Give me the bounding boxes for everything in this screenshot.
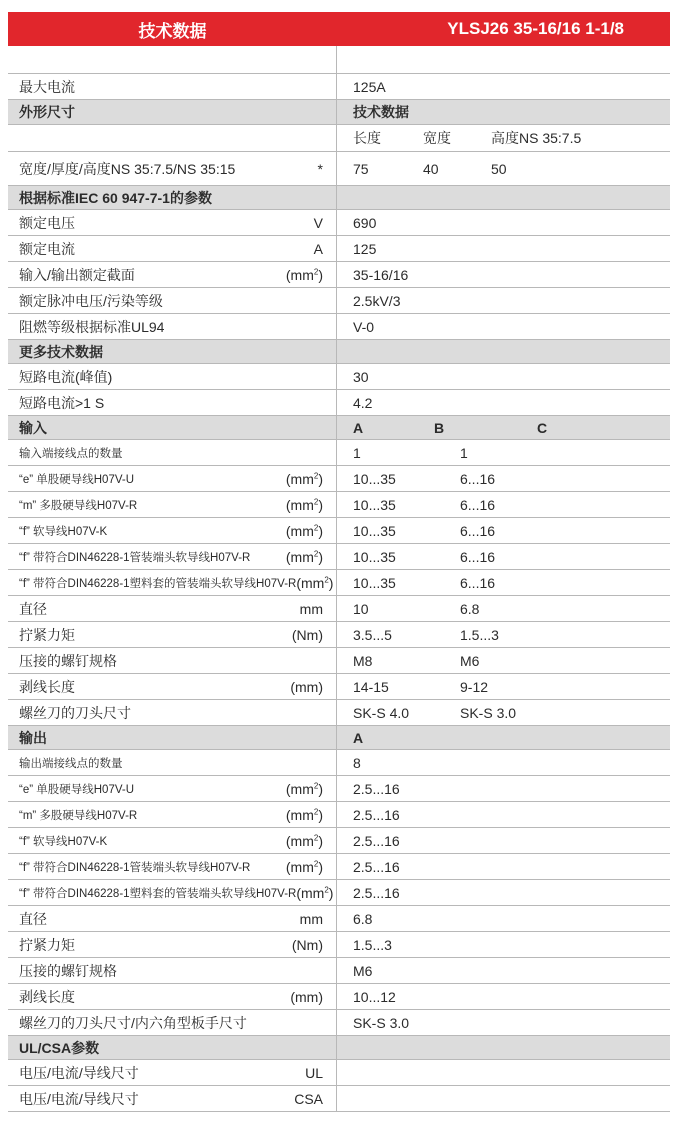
row-value-cell (337, 288, 670, 313)
section-header-row (8, 416, 670, 440)
header-title: 技术数据 (138, 21, 207, 41)
row-label-cell (8, 802, 337, 827)
param-label: 输入/输出额定截面 (19, 266, 135, 283)
param-label: 压接的螺钉规格 (19, 652, 117, 669)
section-title: UL/CSA参数 (19, 1039, 100, 1056)
row-value-cell (337, 906, 670, 931)
param-value: 1.5...3 (460, 626, 499, 643)
param-label: 短路电流(峰值) (19, 368, 113, 385)
param-value: V-0 (353, 318, 375, 335)
row-label-cell (8, 1036, 337, 1059)
row-label-cell (8, 984, 337, 1009)
table-row (8, 152, 670, 186)
param-value: C (537, 419, 548, 436)
section-header-row (8, 726, 670, 750)
param-value: B (434, 419, 445, 436)
table-row (8, 288, 670, 314)
param-value: 40 (423, 160, 439, 177)
param-value: 4.2 (353, 394, 373, 411)
param-label: 剥线长度 (19, 678, 75, 695)
table-row (8, 518, 670, 544)
table-header (8, 12, 670, 46)
row-label-cell (8, 314, 337, 339)
row-value-cell (337, 596, 670, 621)
row-value-cell (337, 440, 670, 465)
row-value-cell (337, 314, 670, 339)
row-value-cell (337, 700, 670, 725)
row-value-cell (337, 152, 670, 185)
param-value: A (353, 419, 364, 436)
param-value: 10...35 (353, 470, 396, 487)
param-unit: $(mm^2)$ (285, 470, 323, 487)
section-title: 输入 (19, 419, 47, 436)
row-value-cell (337, 544, 670, 569)
param-value: 6...16 (460, 470, 496, 487)
row-value-cell (337, 262, 670, 287)
param-value: 35-16/16 (353, 266, 409, 283)
row-value-cell (337, 1060, 670, 1085)
row-label-cell (8, 46, 337, 73)
table-row (8, 210, 670, 236)
table-row (8, 750, 670, 776)
param-label: 直径 (19, 600, 47, 617)
section-header-row (8, 100, 670, 125)
param-label: “e” 单股硬导线H07V-U (19, 783, 135, 796)
param-unit: (Nm) (291, 936, 323, 953)
row-value-cell (337, 958, 670, 983)
row-value-cell (337, 570, 670, 595)
param-label: 螺丝刀的刀头尺寸 (19, 704, 131, 721)
param-value: A (353, 729, 364, 746)
table-row (8, 1060, 670, 1086)
param-label: “m” 多股硬导线H07V-R (19, 499, 138, 512)
table-row (8, 262, 670, 288)
param-unit: $(mm^2)$ (285, 806, 323, 823)
row-label-cell (8, 236, 337, 261)
param-value: 技术数据 (353, 104, 409, 120)
param-value: 6.8 (353, 910, 373, 927)
row-value-cell (337, 518, 670, 543)
param-value: 2.5...16 (353, 884, 400, 901)
param-label: 输入端接线点的数量 (19, 447, 123, 460)
table-row (8, 1086, 670, 1112)
param-value: SK-S 4.0 (353, 704, 410, 721)
param-value: 690 (353, 214, 377, 231)
param-label: 拧紧力矩 (19, 936, 75, 953)
row-value-cell (337, 750, 670, 775)
param-value: 10...12 (353, 988, 396, 1005)
table-row (8, 880, 670, 906)
row-value-cell (337, 1010, 670, 1035)
row-label-cell (8, 262, 337, 287)
row-label-cell (8, 340, 337, 363)
param-label: 剥线长度 (19, 988, 75, 1005)
param-unit: A (313, 240, 323, 257)
param-label: 短路电流>1 S (19, 394, 105, 411)
param-unit: $(mm^2)$ (285, 548, 323, 565)
row-label-cell (8, 880, 337, 905)
table-row (8, 854, 670, 880)
row-label-cell (8, 466, 337, 491)
param-value: 2.5...16 (353, 858, 400, 875)
row-label-cell (8, 570, 337, 595)
row-label-cell (8, 674, 337, 699)
table-row (8, 958, 670, 984)
row-label-cell (8, 210, 337, 235)
row-label-cell (8, 186, 337, 209)
row-label-cell (8, 288, 337, 313)
param-label: “f” 带符合DIN46228-1管装端头软导线H07V-R (19, 861, 251, 874)
row-value-cell (337, 390, 670, 415)
section-header-row (8, 186, 670, 210)
row-label-cell (8, 152, 337, 185)
row-value-cell (337, 416, 670, 439)
param-label: 压接的螺钉规格 (19, 962, 117, 979)
param-value: 10...35 (353, 522, 396, 539)
row-label-cell (8, 854, 337, 879)
param-label: 电压/电流/导线尺寸 (19, 1064, 139, 1081)
row-value-cell (337, 984, 670, 1009)
row-label-cell (8, 125, 337, 151)
row-value-cell (337, 880, 670, 905)
row-label-cell (8, 700, 337, 725)
param-unit: mm (299, 600, 323, 617)
table-row (8, 648, 670, 674)
param-value: 6...16 (460, 496, 496, 513)
row-value-cell (337, 674, 670, 699)
section-title: 输出 (19, 729, 47, 746)
table-row (8, 700, 670, 726)
table-row (8, 1010, 670, 1036)
row-value-cell (337, 340, 670, 363)
spec-sheet (8, 12, 670, 1112)
row-label-cell (8, 74, 337, 99)
row-label-cell (8, 648, 337, 673)
param-value: 10 (353, 600, 369, 617)
row-label-cell (8, 440, 337, 465)
param-value: 3.5...5 (353, 626, 392, 643)
table-row (8, 466, 670, 492)
param-unit: $(mm^2)$ (285, 522, 323, 539)
table-row (8, 236, 670, 262)
row-value-cell (337, 125, 670, 151)
param-unit: * (317, 160, 323, 177)
param-unit: (mm) (290, 678, 323, 695)
row-value-cell (337, 854, 670, 879)
row-label-cell (8, 932, 337, 957)
param-value: 6...16 (460, 548, 496, 565)
row-value-cell (337, 100, 670, 124)
row-value-cell (337, 492, 670, 517)
param-unit: $(mm^2)$ (285, 780, 323, 797)
row-label-cell (8, 828, 337, 853)
param-label: 额定脉冲电压/污染等级 (19, 292, 163, 309)
param-value: 6...16 (460, 574, 496, 591)
param-unit: $(mm^2)$ (285, 266, 323, 283)
section-title: 根据标准IEC 60 947-7-1的参数 (19, 189, 212, 206)
param-label: 宽度/厚度/高度NS 35:7.5/NS 35:15 (19, 160, 236, 177)
row-value-cell (337, 726, 670, 749)
row-label-cell (8, 776, 337, 801)
row-label-cell (8, 492, 337, 517)
param-unit: CSA (294, 1090, 323, 1107)
table-row (8, 570, 670, 596)
table-row (8, 492, 670, 518)
table-row (8, 622, 670, 648)
row-value-cell (337, 186, 670, 209)
row-label-cell (8, 622, 337, 647)
table-row (8, 776, 670, 802)
section-header-row (8, 1036, 670, 1060)
param-value: SK-S 3.0 (460, 704, 517, 721)
param-unit: $(mm^2)$ (296, 574, 334, 591)
spec-table (8, 46, 670, 1112)
row-label-cell (8, 364, 337, 389)
param-value: 6...16 (460, 522, 496, 539)
param-value: 125 (353, 240, 377, 257)
section-header-row (8, 340, 670, 364)
param-value: 1.5...3 (353, 936, 392, 953)
param-value: M8 (353, 652, 373, 669)
param-value: 125A (353, 78, 386, 95)
row-value-cell (337, 776, 670, 801)
row-label-cell (8, 416, 337, 439)
row-value-cell (337, 932, 670, 957)
param-label: 额定电流 (19, 240, 75, 257)
param-value: 30 (353, 368, 369, 385)
param-label: 电压/电流/导线尺寸 (19, 1090, 139, 1107)
row-label-cell (8, 726, 337, 749)
row-value-cell (337, 1086, 670, 1111)
param-value: 50 (491, 160, 507, 177)
param-value: 10...35 (353, 574, 396, 591)
row-value-cell (337, 46, 670, 73)
param-value: 6.8 (460, 600, 480, 617)
param-label: 螺丝刀的刀头尺寸/内六角型板手尺寸 (19, 1014, 247, 1031)
row-value-cell (337, 648, 670, 673)
row-value-cell (337, 802, 670, 827)
row-value-cell (337, 210, 670, 235)
spacer-row (8, 46, 670, 74)
param-value: 2.5...16 (353, 806, 400, 823)
row-label-cell (8, 596, 337, 621)
row-label-cell (8, 518, 337, 543)
param-value: 长度 (353, 130, 381, 146)
param-unit: $(mm^2)$ (285, 832, 323, 849)
table-row (8, 364, 670, 390)
row-value-cell (337, 828, 670, 853)
table-row (8, 596, 670, 622)
row-value-cell (337, 236, 670, 261)
param-value: 8 (353, 754, 361, 771)
param-value: 1 (460, 444, 468, 461)
param-unit: mm (299, 910, 323, 927)
row-value-cell (337, 466, 670, 491)
param-unit: $(mm^2)$ (285, 858, 323, 875)
param-value: 9-12 (460, 678, 489, 695)
param-value: 14-15 (353, 678, 389, 695)
param-value: 宽度 (423, 130, 451, 146)
table-row (8, 74, 670, 100)
section-title: 外形尺寸 (19, 104, 75, 120)
param-label: 拧紧力矩 (19, 626, 75, 643)
param-label: “m” 多股硬导线H07V-R (19, 809, 138, 822)
param-label: 最大电流 (19, 78, 75, 95)
row-label-cell (8, 544, 337, 569)
param-label: “f” 软导线H07V-K (19, 835, 108, 848)
param-unit: (mm) (290, 988, 323, 1005)
row-label-cell (8, 1060, 337, 1085)
param-value: 1 (353, 444, 361, 461)
row-label-cell (8, 100, 337, 124)
table-row (8, 125, 670, 152)
param-value: M6 (460, 652, 480, 669)
param-label: “e” 单股硬导线H07V-U (19, 473, 135, 486)
param-label: “f” 软导线H07V-K (19, 525, 108, 538)
param-value: 2.5...16 (353, 832, 400, 849)
param-unit: (Nm) (291, 626, 323, 643)
param-value: 10...35 (353, 548, 396, 565)
table-row (8, 932, 670, 958)
param-unit: UL (305, 1064, 323, 1081)
table-row (8, 802, 670, 828)
param-value: SK-S 3.0 (353, 1014, 410, 1031)
table-row (8, 906, 670, 932)
param-label: “f” 带符合DIN46228-1管装端头软导线H07V-R (19, 551, 251, 564)
table-row (8, 390, 670, 416)
header-model: YLSJ26 35-16/16 1-1/8 (447, 19, 624, 38)
param-unit: $(mm^2)$ (285, 496, 323, 513)
row-label-cell (8, 906, 337, 931)
param-unit: V (313, 214, 323, 231)
row-value-cell (337, 364, 670, 389)
section-title: 更多技术数据 (19, 343, 103, 360)
table-row (8, 440, 670, 466)
param-label: “f” 带符合DIN46228-1塑料套的管装端头软导线H07V-R (19, 887, 297, 900)
param-unit: $(mm^2)$ (296, 884, 334, 901)
row-label-cell (8, 1086, 337, 1111)
table-row (8, 544, 670, 570)
row-label-cell (8, 750, 337, 775)
table-row (8, 674, 670, 700)
param-label: 直径 (19, 910, 47, 927)
row-label-cell (8, 390, 337, 415)
param-value: 高度NS 35:7.5 (491, 130, 582, 146)
param-value: 10...35 (353, 496, 396, 513)
table-row (8, 314, 670, 340)
param-value: 75 (353, 160, 369, 177)
row-value-cell (337, 622, 670, 647)
row-label-cell (8, 1010, 337, 1035)
param-value: 2.5...16 (353, 780, 400, 797)
param-label: 输出端接线点的数量 (19, 757, 123, 770)
row-value-cell (337, 74, 670, 99)
param-label: “f” 带符合DIN46228-1塑料套的管装端头软导线H07V-R (19, 577, 297, 590)
table-row (8, 984, 670, 1010)
table-row (8, 828, 670, 854)
param-label: 阻燃等级根据标准UL94 (19, 318, 165, 335)
row-label-cell (8, 958, 337, 983)
param-label: 额定电压 (19, 214, 75, 231)
param-value: M6 (353, 962, 373, 979)
row-value-cell (337, 1036, 670, 1059)
param-value: 2.5kV/3 (353, 292, 401, 309)
